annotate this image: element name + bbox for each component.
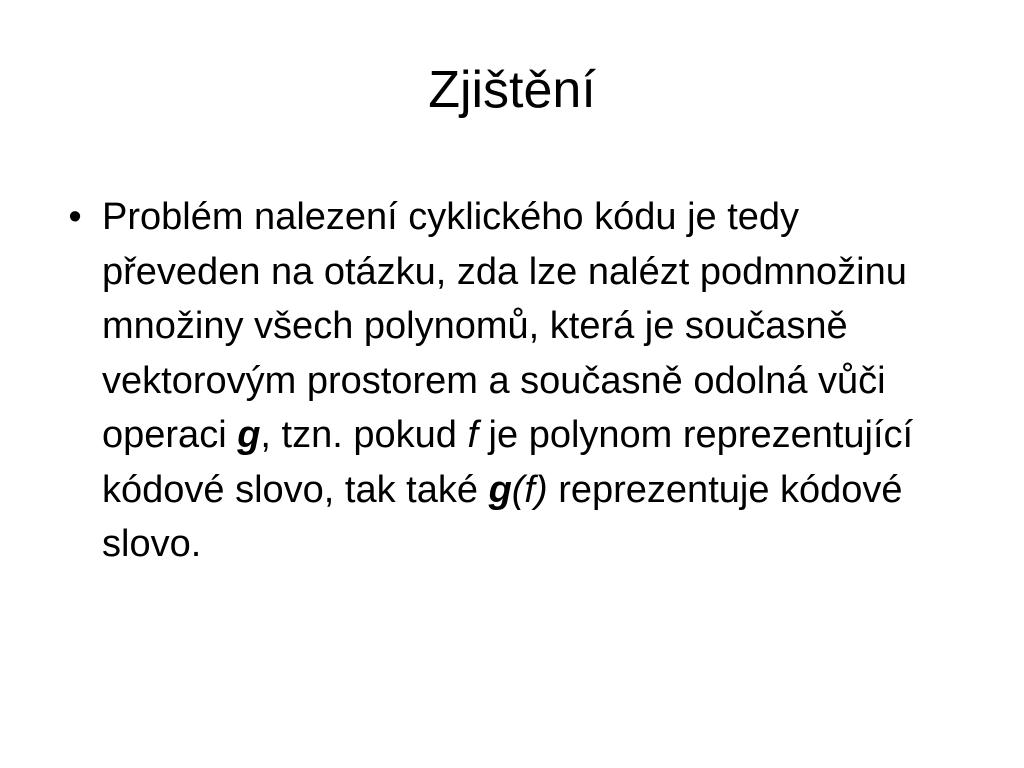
operation-g-symbol-2: g	[488, 468, 512, 511]
bullet-text-part4: reprezentuje kódové slovo.	[102, 468, 903, 565]
bullet-marker: •	[68, 196, 82, 238]
operation-g-symbol: g	[237, 414, 261, 456]
bullet-text-part2: , tzn. pokud	[260, 414, 468, 456]
bullet-item	[60, 190, 965, 572]
polynomial-f-argument: (f)	[511, 468, 548, 511]
slide-title: Zjištění	[428, 61, 596, 119]
bullet-text-part3: je polynom reprezentující kódové slovo, tak také	[102, 414, 914, 511]
bullet-list	[60, 190, 965, 572]
bullet-text-part1: Problém nalezení cyklického kódu je tedy převeden na otázku, zda lze nalézt podmnožinu množiny všech polynomů, která je současně vektorovým prostorem a současně odolná vůči operaci	[102, 196, 907, 456]
polynomial-f-symbol: f	[467, 414, 478, 456]
